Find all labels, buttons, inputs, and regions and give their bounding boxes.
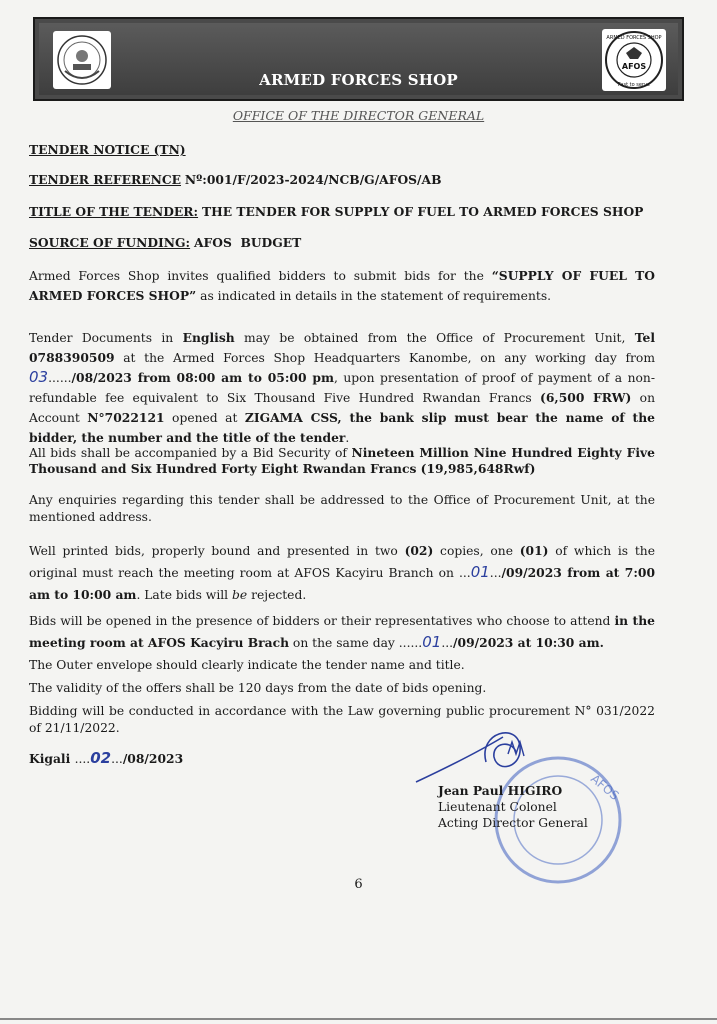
paragraph-submission: Well printed bids, properly bound and presented in two (02) copies, one (01) of which is the original must reach the meeting room at AFOS Kacyiru Branch on ...01.../09/2023 from at 7:00 am to 10:00 am. Late bids will be rejected. (29, 543, 655, 602)
tender-title-label: TITLE OF THE TENDER: (29, 204, 199, 219)
afos-logo-icon (602, 29, 666, 91)
tender-title (29, 204, 643, 220)
signature (408, 712, 578, 792)
signatory-position: Acting Director General (438, 816, 588, 830)
org-name: ARMED FORCES SHOP (259, 71, 458, 89)
paragraph-invitation: Armed Forces Shop invites qualified bidders to submit bids for the “SUPPLY OF FUEL TO ARMED FORCES SHOP” as indicated in details in the statement of requirements. (29, 268, 655, 303)
handwritten-start-day: 03 (29, 368, 49, 386)
afos-logo-bottomtext: Fast to serve (617, 82, 651, 88)
tender-title-value: THE TENDER FOR SUPPLY OF FUEL TO ARMED FORCES SHOP (201, 204, 644, 219)
paragraph-opening: Bids will be opened in the presence of bidders or their representatives who choose to attend in the meeting room at AFOS Kacyiru Brach on the same day ......01.../09/2023 at 10:30 am. (29, 613, 655, 651)
funding-label: SOURCE OF FUNDING: (29, 235, 191, 250)
paragraph-law: Bidding will be conducted in accordance with the Law governing public procurement N° 031/2022 of 21/11/2022. (29, 704, 655, 735)
funding-source (29, 235, 301, 251)
tender-reference-label: TENDER REFERENCE (29, 172, 181, 187)
paragraph-validity: The validity of the offers shall be 120 days from the date of bids opening. (29, 681, 487, 695)
page-number: 6 (354, 877, 363, 892)
page-edge (0, 1018, 717, 1020)
funding-value: AFOS BUDGET (194, 235, 302, 250)
tender-reference (29, 172, 441, 188)
handwritten-signed-day: 02 (90, 749, 112, 767)
tender-reference-value: Nº:001/F/2023-2024/NCB/G/AFOS/AB (184, 172, 442, 187)
paragraph-bid-security: All bids shall be accompanied by a Bid Security of Nineteen Million Nine Hundred Eighty Five Thousand and Six Hundred Forty Eight Rwandan Francs (19,985,648Rwf) (29, 445, 655, 476)
afos-logo-text: AFOS (621, 62, 647, 71)
afos-logo-toptext: ARMED FORCES SHOP (606, 35, 662, 41)
handwritten-deadline-day: 01 (470, 563, 490, 581)
handwritten-opening-day: 01 (422, 633, 442, 651)
paragraph-envelope: The Outer envelope should clearly indicate the tender name and title. (29, 658, 465, 672)
signatory-block (438, 783, 588, 831)
header-banner (33, 17, 684, 101)
office-title: OFFICE OF THE DIRECTOR GENERAL (232, 108, 485, 123)
stamp-text: AFOS (588, 771, 622, 803)
signoff-date: Kigali ....02.../08/2023 (29, 749, 184, 767)
tender-notice-label: TENDER NOTICE (TN) (29, 142, 186, 157)
paragraph-documents: Tender Documents in English may be obtained from the Office of Procurement Unit, Tel 0788390509 at the Armed Forces Shop Headquarters Kanombe, on any working day from 03....../08/2023 from 08:00 am to 05:00 pm, upon presentation of proof of payment of a non-refundable fee equivalent to Six Thousand Five Hundred Rwandan Francs (6,500 FRW) on Account N°7022121 opened at ZIGAMA CSS, the bank slip must bear the name of the bidder, the number and the title of the tender. (29, 330, 655, 445)
signatory-rank: Lieutenant Colonel (438, 800, 557, 814)
signatory-name: Jean Paul HIGIRO (438, 783, 563, 798)
paragraph-enquiries: Any enquiries regarding this tender shall be addressed to the Office of Procurement Unit, at the mentioned address. (29, 493, 655, 524)
